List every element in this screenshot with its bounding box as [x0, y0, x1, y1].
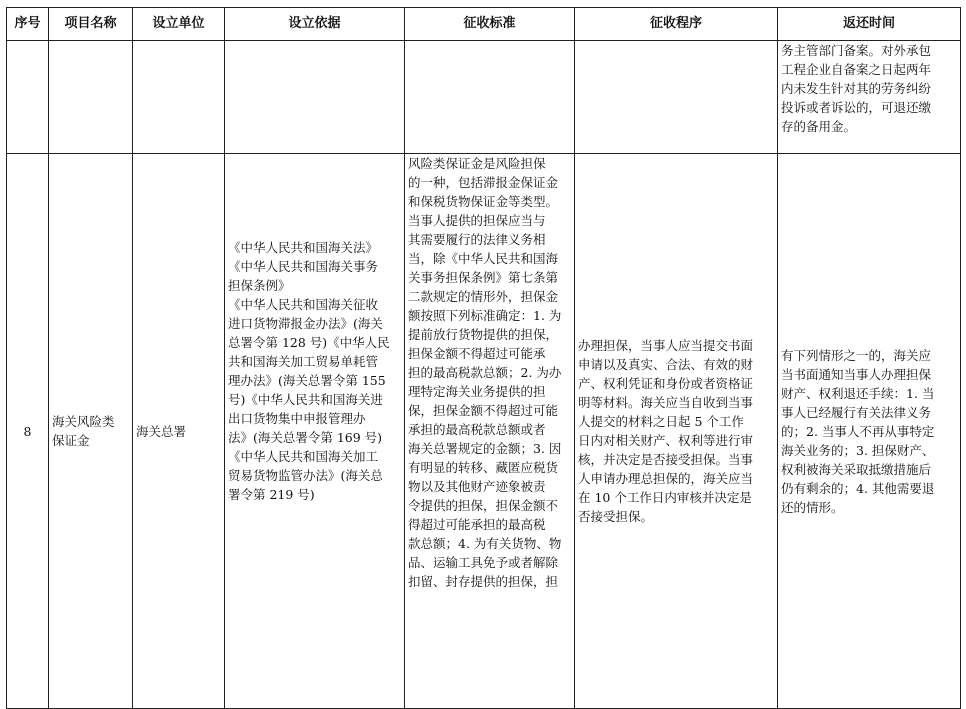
- cell-index: [7, 41, 49, 154]
- table-row-8: [7, 154, 961, 709]
- cell-return-time: 有下列情形之一的，海关应 当书面通知当事人办理担保 财产、权利退还手续：1. 当 事人已经履行有关法律义务 的；2. 当事人不再从事特定 海关业务的；3. 担保财产、 权利被海关采取抵缴措施后 仍有剩余的；4. 其他需要退 还的情形。: [778, 154, 961, 709]
- cell-procedure: [575, 41, 778, 154]
- header-basis: 设立依据: [225, 8, 405, 41]
- header-row: [7, 8, 961, 41]
- header-name: 项目名称: [49, 8, 133, 41]
- header-procedure: 征收程序: [575, 8, 778, 41]
- table-row-continuation: [7, 41, 961, 154]
- cell-basis: 《中华人民共和国海关法》 《中华人民共和国海关事务 担保条例》 《中华人民共和国海关征收 进口货物滞报金办法》(海关 总署令第 128 号)《中华人民 共和国海关加工贸易单耗管 理办法》(海关总署令第 155 号)《中华人民共和国海关进 出口货物集中申报管理办 法》(海关总署令第 169 号) 《中华人民共和国海关加工 贸易货物监管办法》(海关总 署令第 219 号): [225, 154, 405, 709]
- cell-basis: [225, 41, 405, 154]
- cell-return-time: 务主管部门备案。对外承包 工程企业自备案之日起两年 内未发生针对其的劳务纠纷 投诉或者诉讼的，可退还缴 存的备用金。: [778, 41, 961, 154]
- cell-name: 海关风险类 保证金: [49, 154, 133, 709]
- cell-unit: [133, 41, 225, 154]
- cell-index: 8: [7, 154, 49, 709]
- fee-table: [6, 7, 961, 709]
- cell-name: [49, 41, 133, 154]
- header-return-time: 返还时间: [778, 8, 961, 41]
- cell-standard: 风险类保证金是风险担保 的一种，包括滞报金保证金 和保税货物保证金等类型。 当事人提供的担保应当与 其需要履行的法律义务相 当，除《中华人民共和国海 关事务担保条例》第七条第 二款规定的情形外，担保金 额按照下列标准确定：1. 为 提前放行货物提供的担保， 担保金额不得超过可能承 担的最高税款总额；2. 为办 理特定海关业务提供的担 保，担保金额不得超过可能 承担的最高税款总额或者 海关总署规定的金额；3. 因 有明显的转移、藏匿应税货 物以及其他财产迹象被责 令提供的担保，担保金额不 得超过可能承担的最高税 款总额；4. 为有关货物、物 品、运输工具免予或者解除 扣留、封存提供的担保，担: [405, 154, 575, 709]
- cell-procedure: 办理担保，当事人应当提交书面 申请以及真实、合法、有效的财 产、权利凭证和身份或者资格证 明等材料。海关应当自收到当事 人提交的材料之日起 5 个工作 日内对相关财产、权利等进行审 核，并决定是否接受担保。当事 人申请办理总担保的，海关应当 在 10 个工作日内审核并决定是 否接受担保。: [575, 154, 778, 709]
- header-unit: 设立单位: [133, 8, 225, 41]
- cell-unit: 海关总署: [133, 154, 225, 709]
- header-standard: 征收标准: [405, 8, 575, 41]
- header-index: 序号: [7, 8, 49, 41]
- cell-standard: [405, 41, 575, 154]
